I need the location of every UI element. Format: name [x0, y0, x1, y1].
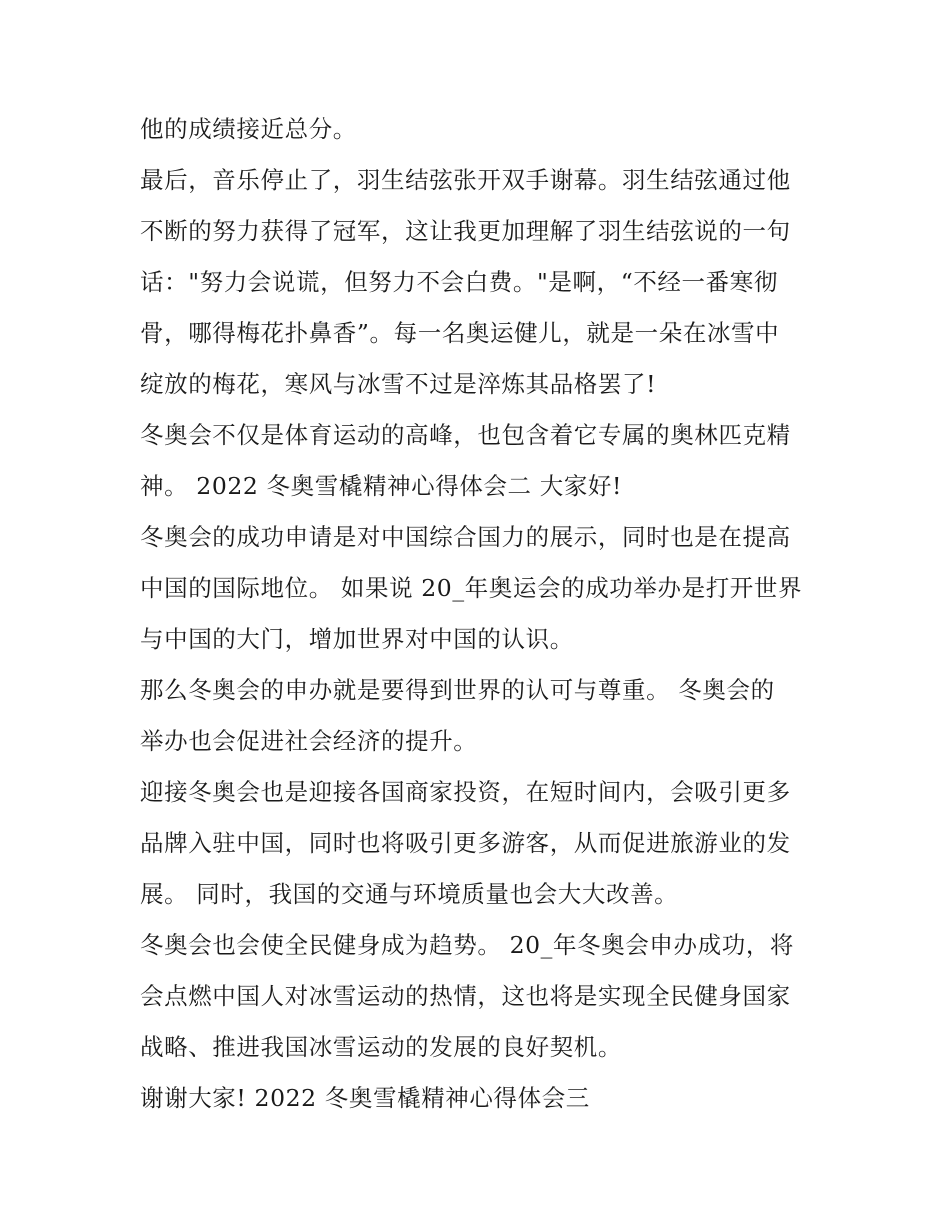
text-line: 冬奥会也会使全民健身成为趋势。 20_年冬奥会申办成功，将 [140, 931, 795, 959]
text-line: 那么冬奥会的申办就是要得到世界的认可与尊重。 冬奥会的 [140, 676, 775, 704]
text-line: 战略、推进我国冰雪运动的发展的良好契机。 [140, 1033, 622, 1061]
text-line: 举办也会促进社会经济的提升。 [140, 727, 478, 755]
text-line: 绽放的梅花，寒风与冰雪不过是淬炼其品格罢了! [140, 370, 657, 398]
text-line: 骨，哪得梅花扑鼻香”。每一名奥运健儿，就是一朵在冰雪中 [140, 319, 780, 347]
text-line: 冬奥会的成功申请是对中国综合国力的展示，同时也是在提高 [140, 523, 791, 551]
text-line: 不断的努力获得了冠军，这让我更加理解了羽生结弦说的一句 [140, 217, 791, 245]
text-line: 展。 同时，我国的交通与环境质量也会大大改善。 [140, 880, 679, 908]
text-line: 品牌入驻中国，同时也将吸引更多游客，从而促进旅游业的发 [140, 829, 791, 857]
text-line: 他的成绩接近总分。 [140, 115, 357, 143]
text-line: 与中国的大门，增加世界对中国的认识。 [140, 625, 574, 653]
text-line: 中国的国际地位。 如果说 20_年奥运会的成功举办是打开世界 [140, 574, 803, 602]
text-line: 谢谢大家! 2022 冬奥雪橇精神心得体会三 [140, 1084, 590, 1112]
text-line: 迎接冬奥会也是迎接各国商家投资，在短时间内，会吸引更多 [140, 778, 791, 806]
text-line: 会点燃中国人对冰雪运动的热情，这也将是实现全民健身国家 [140, 982, 791, 1010]
text-line: 冬奥会不仅是体育运动的高峰，也包含着它专属的奥林匹克精 [140, 421, 791, 449]
text-line: 话："努力会说谎，但努力不会白费。"是啊，“不经一番寒彻 [140, 268, 778, 296]
text-line: 最后，音乐停止了，羽生结弦张开双手谢幕。羽生结弦通过他 [140, 166, 791, 194]
text-line: 神。 2022 冬奥雪橇精神心得体会二 大家好! [140, 472, 623, 500]
